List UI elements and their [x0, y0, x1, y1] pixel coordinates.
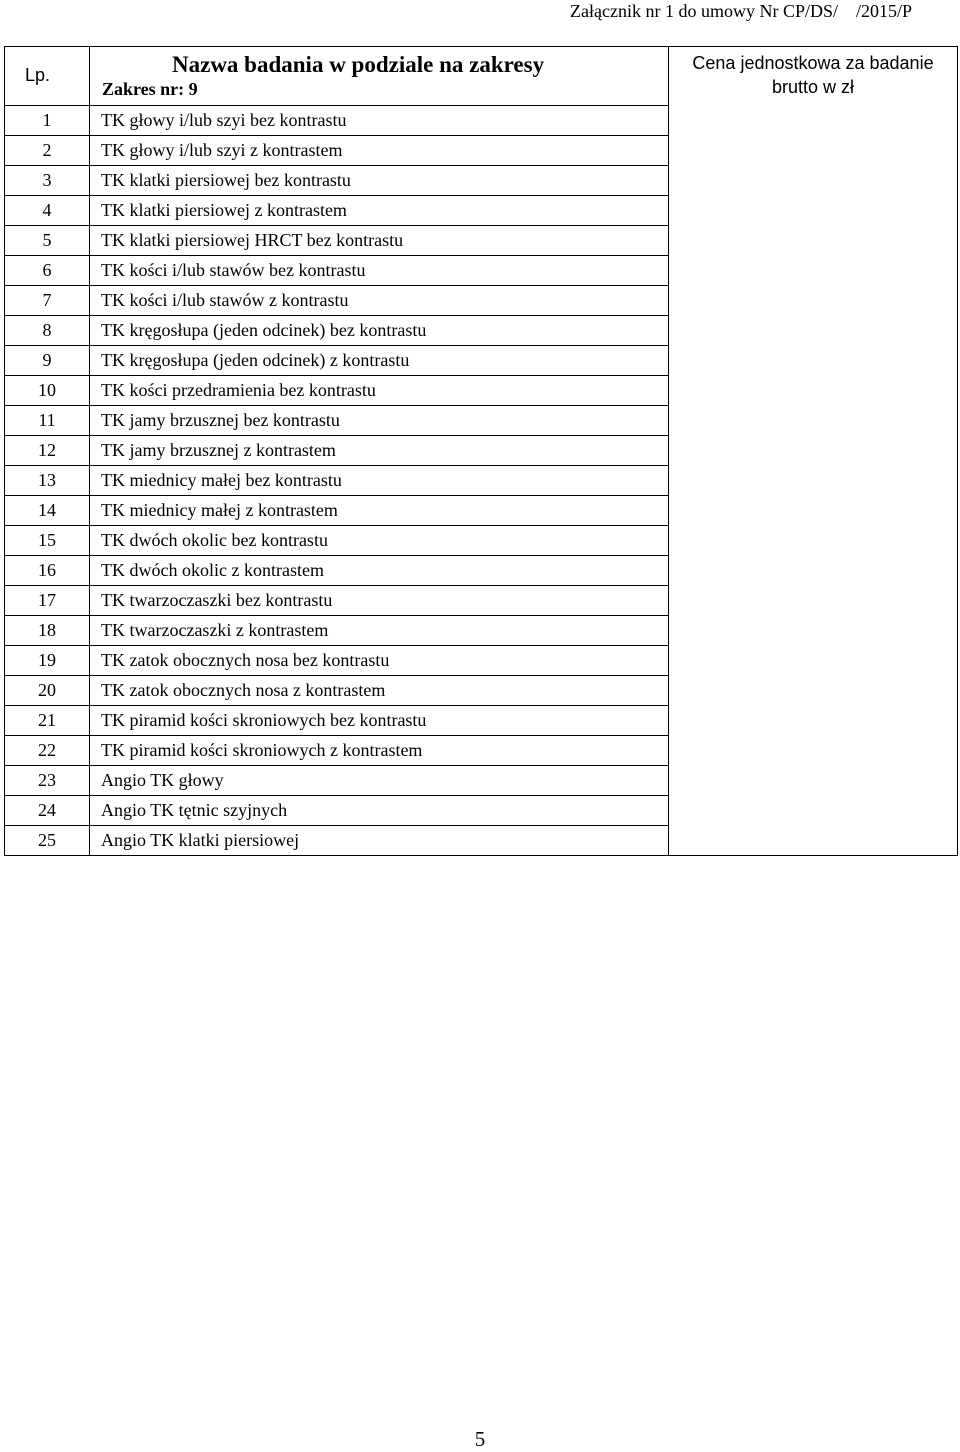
col-lp-header: [5, 47, 90, 106]
table-row: [5, 315, 958, 345]
row-price-cell: [669, 585, 958, 615]
row-exam-name: TK piramid kości skroniowych bez kontrastu: [90, 705, 669, 735]
row-price-cell: [669, 825, 958, 855]
row-lp: 12: [5, 435, 90, 465]
table-row: [5, 285, 958, 315]
row-price-cell: [669, 465, 958, 495]
row-exam-name: TK twarzoczaszki z kontrastem: [90, 615, 669, 645]
table-row: [5, 495, 958, 525]
row-exam-name: TK miednicy małej bez kontrastu: [90, 465, 669, 495]
row-lp: 17: [5, 585, 90, 615]
col-price-header: Cena jednostkowa za badanie brutto w zł: [669, 47, 958, 106]
row-exam-name: TK zatok obocznych nosa z kontrastem: [90, 675, 669, 705]
row-exam-name: TK twarzoczaszki bez kontrastu: [90, 585, 669, 615]
table-row: [5, 435, 958, 465]
row-lp: 25: [5, 825, 90, 855]
row-price-cell: [669, 765, 958, 795]
row-exam-name: Angio TK klatki piersiowej: [90, 825, 669, 855]
row-exam-name: TK dwóch okolic z kontrastem: [90, 555, 669, 585]
row-exam-name: TK kości i/lub stawów bez kontrastu: [90, 255, 669, 285]
row-lp: 22: [5, 735, 90, 765]
row-price-cell: [669, 285, 958, 315]
table-row: [5, 345, 958, 375]
row-price-cell: [669, 315, 958, 345]
price-table: [4, 46, 958, 856]
row-price-cell: [669, 435, 958, 465]
row-price-cell: [669, 225, 958, 255]
row-lp: 13: [5, 465, 90, 495]
row-lp: 7: [5, 285, 90, 315]
row-exam-name: TK klatki piersiowej HRCT bez kontrastu: [90, 225, 669, 255]
table-row: [5, 735, 958, 765]
row-lp: 1: [5, 105, 90, 135]
row-exam-name: TK zatok obocznych nosa bez kontrastu: [90, 645, 669, 675]
row-exam-name: TK głowy i/lub szyi bez kontrastu: [90, 105, 669, 135]
row-price-cell: [669, 405, 958, 435]
row-price-cell: [669, 645, 958, 675]
row-lp: 15: [5, 525, 90, 555]
row-exam-name: TK klatki piersiowej bez kontrastu: [90, 165, 669, 195]
row-lp: 8: [5, 315, 90, 345]
table-row: [5, 705, 958, 735]
table-row: [5, 795, 958, 825]
table-row: [5, 225, 958, 255]
row-price-cell: [669, 105, 958, 135]
row-exam-name: TK kości przedramienia bez kontrastu: [90, 375, 669, 405]
price-table-body: [5, 47, 958, 856]
table-row: [5, 405, 958, 435]
table-row: [5, 555, 958, 585]
col-name-header: [90, 47, 669, 106]
col-name-label: Nazwa badania w podziale na zakresy: [172, 52, 545, 77]
row-exam-name: TK kręgosłupa (jeden odcinek) bez kontrastu: [90, 315, 669, 345]
row-price-cell: [669, 345, 958, 375]
row-lp: 3: [5, 165, 90, 195]
table-row: [5, 105, 958, 135]
table-row: [5, 165, 958, 195]
table-row: [5, 135, 958, 165]
table-row: [5, 255, 958, 285]
table-row: [5, 375, 958, 405]
row-price-cell: [669, 135, 958, 165]
row-exam-name: TK głowy i/lub szyi z kontrastem: [90, 135, 669, 165]
row-lp: 2: [5, 135, 90, 165]
row-price-cell: [669, 495, 958, 525]
row-exam-name: Angio TK głowy: [90, 765, 669, 795]
table-row: [5, 615, 958, 645]
row-lp: 6: [5, 255, 90, 285]
row-price-cell: [669, 675, 958, 705]
row-lp: 24: [5, 795, 90, 825]
row-exam-name: TK dwóch okolic bez kontrastu: [90, 525, 669, 555]
table-row: [5, 645, 958, 675]
row-price-cell: [669, 705, 958, 735]
row-lp: 20: [5, 675, 90, 705]
attachment-header: Załącznik nr 1 do umowy Nr CP/DS/ /2015/P: [570, 1, 912, 21]
row-lp: 5: [5, 225, 90, 255]
row-exam-name: TK piramid kości skroniowych z kontrastem: [90, 735, 669, 765]
table-row: [5, 825, 958, 855]
row-price-cell: [669, 555, 958, 585]
row-lp: 21: [5, 705, 90, 735]
table-row: [5, 675, 958, 705]
table-row: [5, 525, 958, 555]
row-lp: 23: [5, 765, 90, 795]
page-number: 5: [474, 1427, 486, 1451]
row-price-cell: [669, 615, 958, 645]
row-price-cell: [669, 195, 958, 225]
row-lp: 4: [5, 195, 90, 225]
row-exam-name: TK klatki piersiowej z kontrastem: [90, 195, 669, 225]
table-row: [5, 585, 958, 615]
row-price-cell: [669, 795, 958, 825]
table-row: [5, 765, 958, 795]
row-exam-name: TK kości i/lub stawów z kontrastu: [90, 285, 669, 315]
row-exam-name: TK kręgosłupa (jeden odcinek) z kontrastu: [90, 345, 669, 375]
row-exam-name: TK jamy brzusznej bez kontrastu: [90, 405, 669, 435]
row-price-cell: [669, 165, 958, 195]
row-lp: 19: [5, 645, 90, 675]
row-exam-name: TK jamy brzusznej z kontrastem: [90, 435, 669, 465]
table-row: [5, 195, 958, 225]
col-lp-label: Lp.: [25, 65, 51, 85]
row-lp: 10: [5, 375, 90, 405]
row-lp: 16: [5, 555, 90, 585]
row-exam-name: TK miednicy małej z kontrastem: [90, 495, 669, 525]
row-lp: 9: [5, 345, 90, 375]
row-price-cell: [669, 735, 958, 765]
table-row: [5, 465, 958, 495]
zakres-label: Zakres nr: 9: [102, 79, 198, 99]
row-lp: 11: [5, 405, 90, 435]
row-price-cell: [669, 255, 958, 285]
row-lp: 14: [5, 495, 90, 525]
table-header-row: [5, 47, 958, 106]
row-price-cell: [669, 525, 958, 555]
row-exam-name: Angio TK tętnic szyjnych: [90, 795, 669, 825]
row-lp: 18: [5, 615, 90, 645]
row-price-cell: [669, 375, 958, 405]
